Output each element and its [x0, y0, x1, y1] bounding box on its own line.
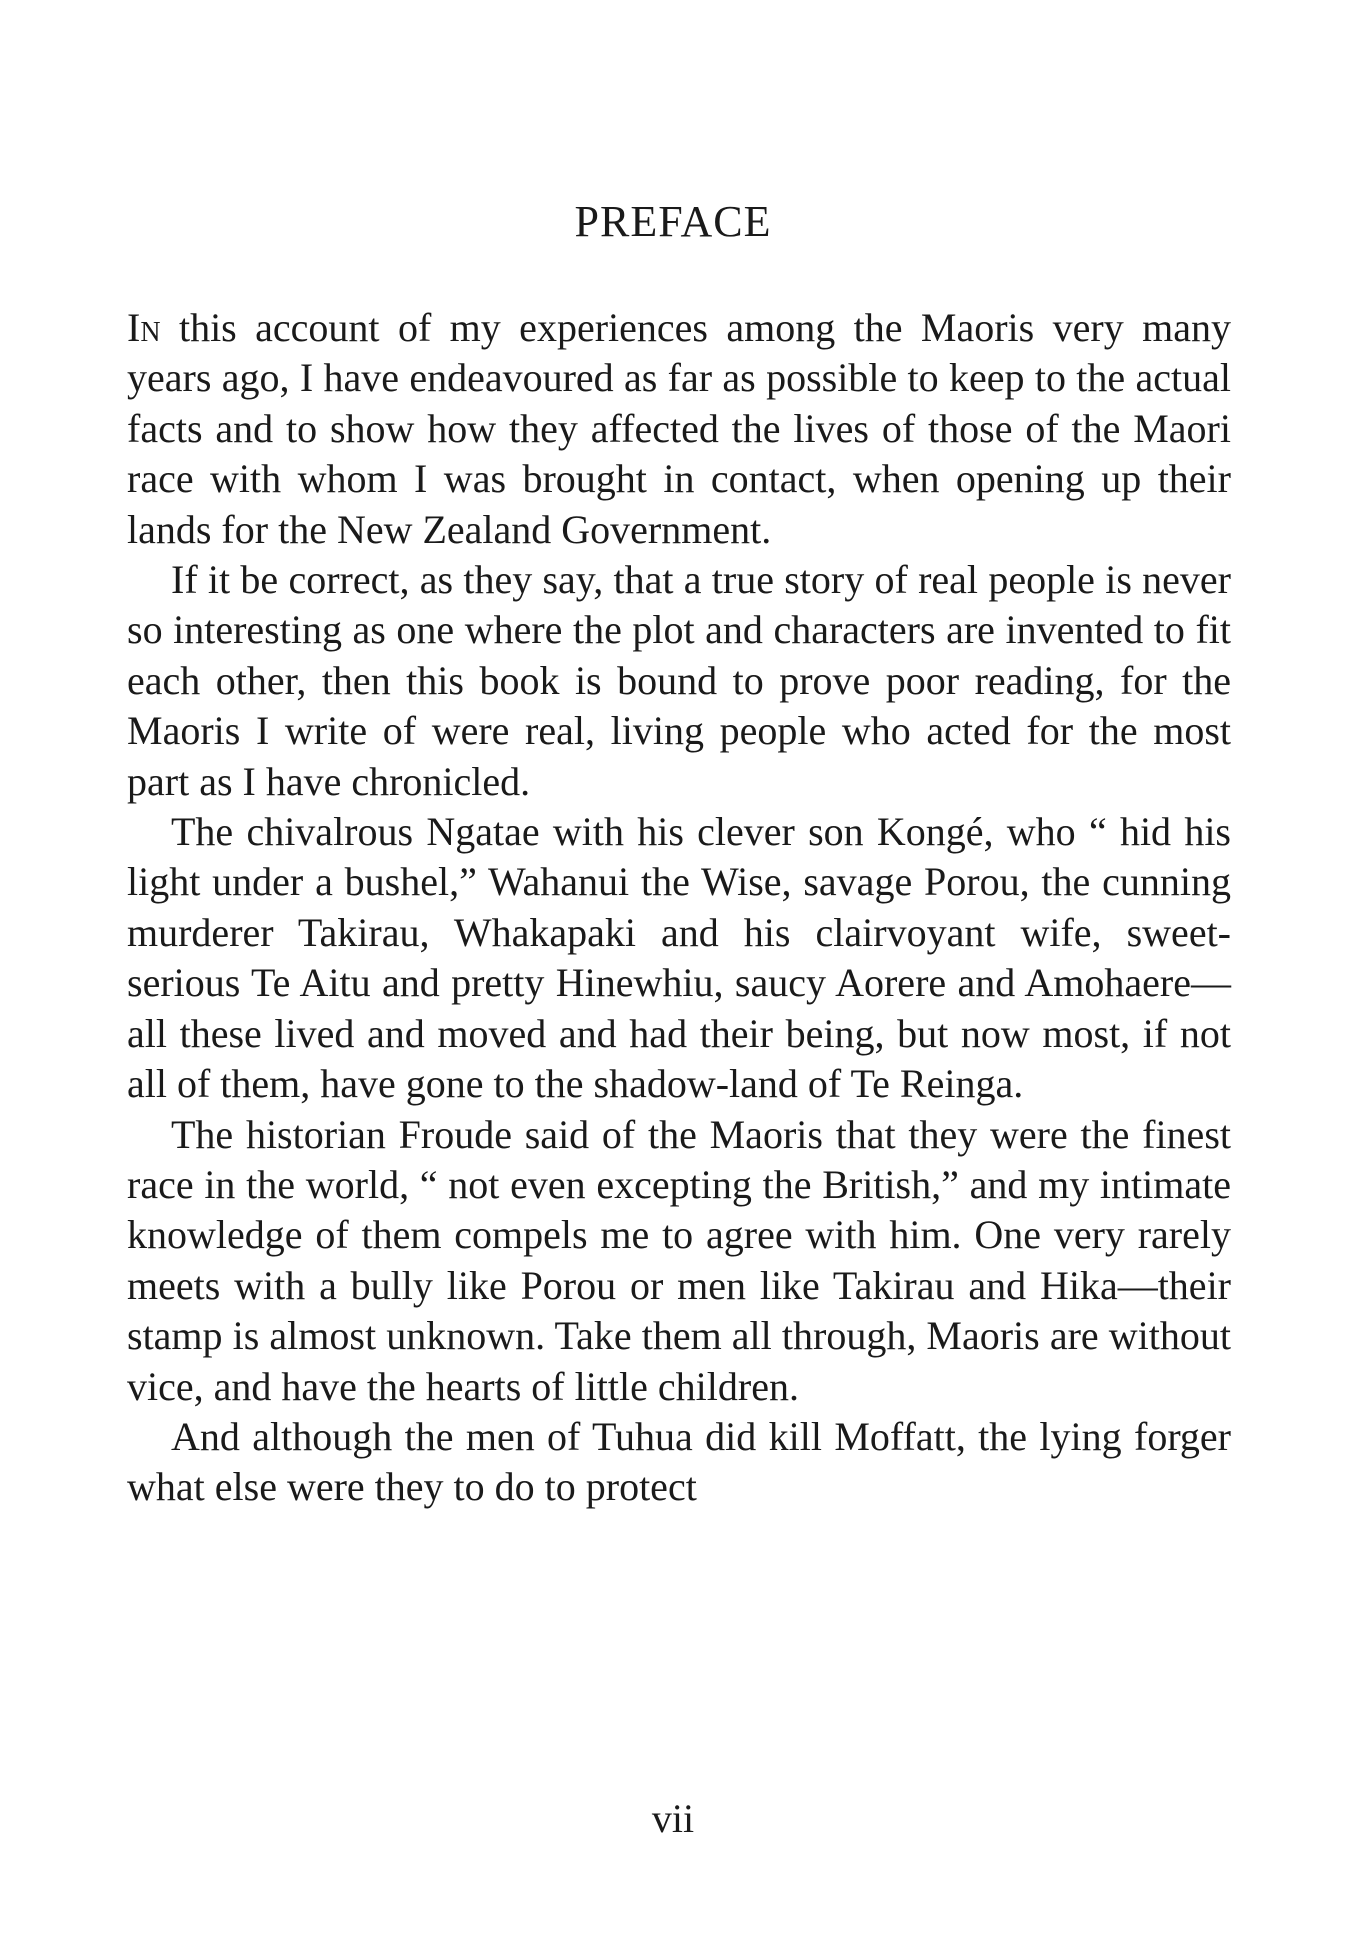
- page-number: vii: [651, 1796, 695, 1841]
- paragraph-5: And although the men of Tuhua did kill Moffatt, the lying forger what else were they to do to protect: [127, 1413, 1231, 1510]
- paragraph-2: If it be correct, as they say, that a true story of real people is never so interesting as one where the plot and characters are invented to fit each other, then this book is bound to prove poor reading, for the Maoris I write of were real, living people who acted for the most part as I have chronicled.: [127, 557, 1231, 804]
- paragraph-1: [127, 303, 1231, 555]
- page-title: PREFACE: [574, 197, 772, 246]
- preface-body: [127, 303, 1231, 1513]
- paragraph-1-text: this account of my experiences among the Maoris very many years ago, I have endeavoured as far as possible to keep to the actual facts and to show how they affected the lives of those of the Maori race with whom I was brought in contact, when opening up their lands for the New Zealand Government.: [127, 305, 1231, 552]
- paragraph-4: The historian Froude said of the Maoris that they were the finest race in the world, “ not even excepting the British,” and my intimate knowledge of them compels me to agree with him. One very rarely meets with a bully like Porou or men like Takirau and Hika—their stamp is almost unknown. Take them all through, Maoris are without vice, and have the hearts of little children.: [127, 1111, 1231, 1409]
- drop-lead-word: In: [127, 305, 161, 350]
- paragraph-3: The chivalrous Ngatae with his clever son Kongé, who “ hid his light under a bushel,” Wahanui the Wise, savage Porou, the cunning murderer Takirau, Whakapaki and his clairvoyant wife, sweet-serious Te Aitu and pretty Hinewhiu, saucy Aorere and Amohaere—all these lived and moved and had their being, but now most, if not all of them, have gone to the shadow-land of Te Reinga.: [127, 809, 1231, 1107]
